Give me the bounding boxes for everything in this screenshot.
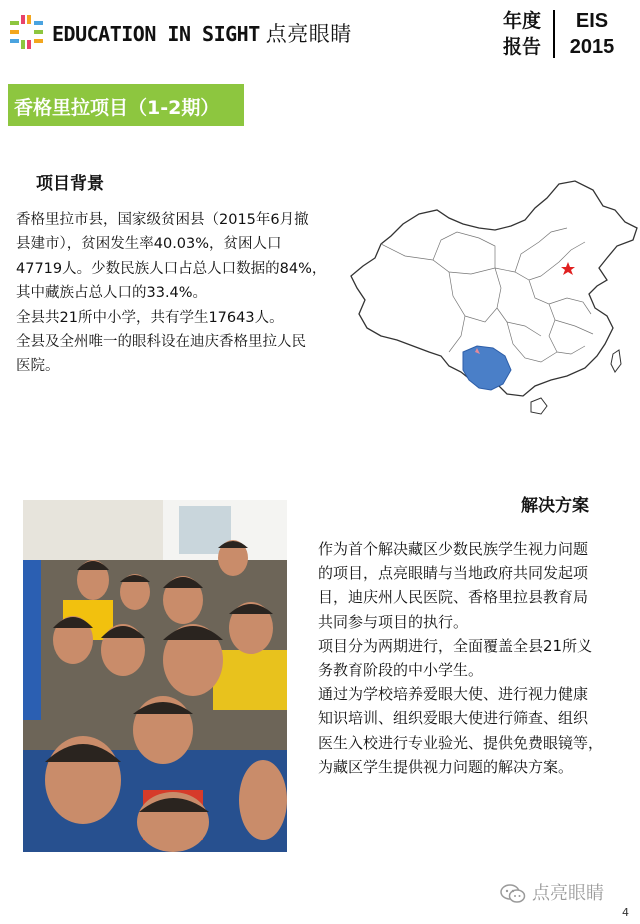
solution-line: 知识培训、组织爱眼大使进行筛查、组织 (318, 709, 589, 728)
wechat-watermark (500, 879, 604, 905)
report-code: EIS (575, 10, 609, 32)
report-label (503, 8, 551, 60)
hainan-island (531, 398, 547, 414)
report-code-year (562, 8, 622, 60)
wechat-label: 点亮眼睛 (532, 883, 604, 904)
students-photo (23, 500, 287, 852)
china-map (345, 176, 640, 422)
report-year: 2015 (569, 36, 615, 58)
wechat-icon (500, 884, 526, 904)
background-line: 全县及全州唯一的眼科设在迪庆香格里拉人民 (16, 334, 306, 351)
solution-text (318, 537, 638, 779)
background-line: 医院。 (16, 358, 60, 375)
brand-name-en: EDUCATION IN SIGHT (52, 22, 260, 46)
background-line: 其中藏族占总人口的33.4%。 (16, 285, 208, 302)
section-banner (8, 84, 244, 126)
background-text (16, 208, 356, 379)
solution-line: 医生入校进行专业验光、提供免费眼镜等， (318, 733, 604, 752)
brand-name-cn: 点亮眼睛 (265, 22, 352, 46)
background-line: 香格里拉市县，国家级贫困县（2015年6月撤 (16, 212, 309, 228)
background-line: 县建市），贫困发生率40.03%，贫困人口 (16, 236, 282, 253)
solution-heading: 解决方案 (521, 496, 589, 516)
taiwan-island (611, 350, 621, 372)
solution-line: 为藏区学生提供视力问题的解决方案。 (318, 757, 574, 776)
background-line: 全县共21所中小学，共有学生17643人。 (16, 309, 284, 326)
brand-name (52, 18, 352, 48)
solution-line: 通过为学校培养爱眼大使、进行视力健康 (318, 685, 589, 704)
solution-line: 务教育阶段的中小学生。 (318, 661, 484, 680)
solution-line: 的项目，点亮眼睛与当地政府共同发起项 (318, 564, 589, 583)
banner-title: 香格里拉项目（1-2期） (14, 97, 220, 119)
solution-line: 项目分为两期进行，全面覆盖全县21所义 (318, 636, 593, 655)
report-label-line1: 年度 (503, 10, 542, 32)
eis-logo-icon (10, 15, 44, 49)
background-heading: 项目背景 (36, 174, 104, 194)
header-divider (553, 10, 555, 58)
solution-line: 作为首个解决藏区少数民族学生视力问题 (318, 540, 589, 558)
report-label-line2: 报告 (503, 36, 542, 58)
background-line: 47719人。少数民族人口占总人口数据的84%， (16, 260, 327, 277)
solution-line: 目，迪庆州人民医院、香格里拉县教育局 (318, 588, 589, 607)
solution-line: 共同参与项目的执行。 (318, 612, 469, 631)
page-number: 4 (622, 906, 629, 919)
